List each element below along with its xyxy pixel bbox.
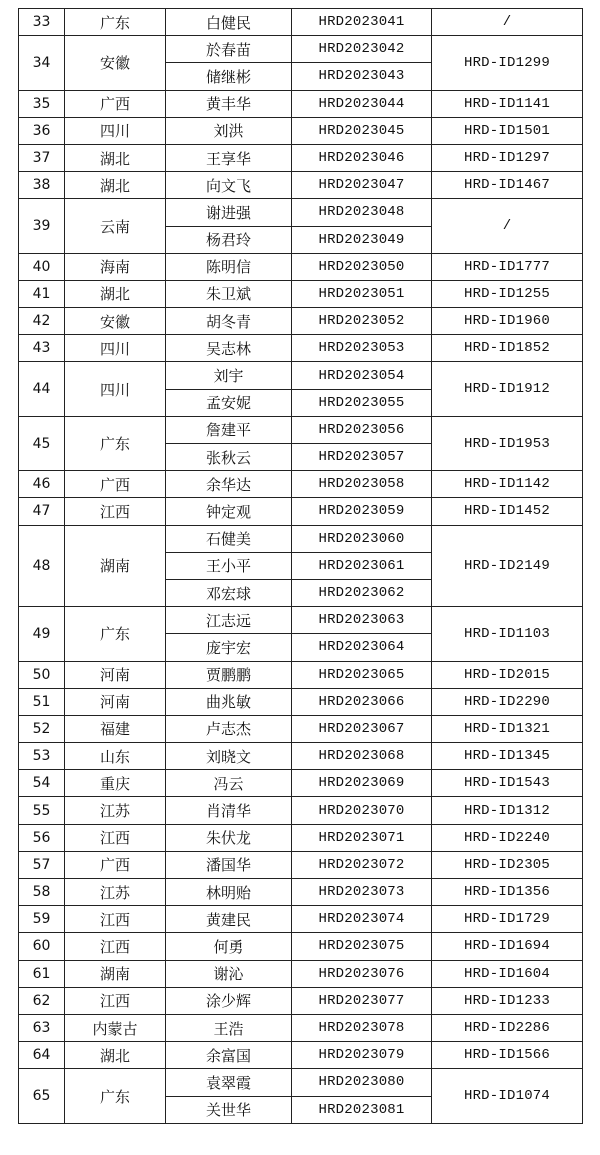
- person-name-cell: 朱卫斌: [166, 280, 292, 307]
- hrd-id-cell: HRD-ID1604: [432, 960, 583, 987]
- person-name-cell: 杨君玲: [166, 226, 292, 253]
- serial-number-cell: 64: [19, 1042, 65, 1069]
- person-name-cell: 余华达: [166, 471, 292, 498]
- hrd-id-cell: HRD-ID1074: [432, 1069, 583, 1123]
- serial-number-cell: 65: [19, 1069, 65, 1123]
- hrd-id-cell: HRD-ID1299: [432, 36, 583, 90]
- serial-number-cell: 50: [19, 661, 65, 688]
- registration-code-cell: HRD2023074: [292, 906, 432, 933]
- table-row: [19, 824, 583, 851]
- serial-number-cell: 56: [19, 824, 65, 851]
- table-row: [19, 253, 583, 280]
- hrd-id-cell: HRD-ID2240: [432, 824, 583, 851]
- registration-code-cell: HRD2023054: [292, 362, 432, 389]
- table-row: [19, 144, 583, 171]
- province-cell: 广东: [65, 607, 166, 661]
- table-row: [19, 797, 583, 824]
- hrd-id-cell: HRD-ID1312: [432, 797, 583, 824]
- registration-code-cell: HRD2023044: [292, 90, 432, 117]
- province-cell: 湖北: [65, 172, 166, 199]
- person-name-cell: 孟安妮: [166, 389, 292, 416]
- province-cell: 江西: [65, 933, 166, 960]
- registration-code-cell: HRD2023060: [292, 525, 432, 552]
- person-name-cell: 贾鹏鹏: [166, 661, 292, 688]
- table-row: [19, 90, 583, 117]
- registration-code-cell: HRD2023042: [292, 36, 432, 63]
- table-row: [19, 36, 583, 63]
- registration-code-cell: HRD2023048: [292, 199, 432, 226]
- roster-table-body: [19, 9, 583, 1124]
- registration-code-cell: HRD2023076: [292, 960, 432, 987]
- person-name-cell: 刘宇: [166, 362, 292, 389]
- table-row: [19, 661, 583, 688]
- province-cell: 四川: [65, 117, 166, 144]
- serial-number-cell: 38: [19, 172, 65, 199]
- registration-code-cell: HRD2023049: [292, 226, 432, 253]
- registration-code-cell: HRD2023062: [292, 579, 432, 606]
- table-row: [19, 1069, 583, 1096]
- roster-table: [18, 8, 583, 1124]
- province-cell: 湖北: [65, 1042, 166, 1069]
- person-name-cell: 白健民: [166, 9, 292, 36]
- registration-code-cell: HRD2023063: [292, 607, 432, 634]
- hrd-id-cell: HRD-ID1356: [432, 879, 583, 906]
- province-cell: 福建: [65, 715, 166, 742]
- serial-number-cell: 45: [19, 416, 65, 470]
- registration-code-cell: HRD2023051: [292, 280, 432, 307]
- person-name-cell: 胡冬青: [166, 308, 292, 335]
- registration-code-cell: HRD2023075: [292, 933, 432, 960]
- serial-number-cell: 43: [19, 335, 65, 362]
- hrd-id-cell: HRD-ID2290: [432, 688, 583, 715]
- registration-code-cell: HRD2023058: [292, 471, 432, 498]
- province-cell: 安徽: [65, 36, 166, 90]
- person-name-cell: 何勇: [166, 933, 292, 960]
- person-name-cell: 钟定观: [166, 498, 292, 525]
- registration-code-cell: HRD2023061: [292, 552, 432, 579]
- registration-code-cell: HRD2023053: [292, 335, 432, 362]
- table-row: [19, 607, 583, 634]
- registration-code-cell: HRD2023059: [292, 498, 432, 525]
- province-cell: 广东: [65, 1069, 166, 1123]
- serial-number-cell: 39: [19, 199, 65, 253]
- serial-number-cell: 62: [19, 987, 65, 1014]
- table-row: [19, 416, 583, 443]
- hrd-id-cell: HRD-ID1694: [432, 933, 583, 960]
- registration-code-cell: HRD2023070: [292, 797, 432, 824]
- table-row: [19, 172, 583, 199]
- person-name-cell: 黄建民: [166, 906, 292, 933]
- province-cell: 河南: [65, 688, 166, 715]
- serial-number-cell: 61: [19, 960, 65, 987]
- person-name-cell: 曲兆敏: [166, 688, 292, 715]
- hrd-id-cell: /: [432, 199, 583, 253]
- table-row: [19, 879, 583, 906]
- serial-number-cell: 60: [19, 933, 65, 960]
- table-row: [19, 960, 583, 987]
- province-cell: 湖北: [65, 280, 166, 307]
- province-cell: 江西: [65, 498, 166, 525]
- serial-number-cell: 36: [19, 117, 65, 144]
- hrd-id-cell: HRD-ID1103: [432, 607, 583, 661]
- province-cell: 江苏: [65, 879, 166, 906]
- hrd-id-cell: HRD-ID1321: [432, 715, 583, 742]
- person-name-cell: 王浩: [166, 1014, 292, 1041]
- province-cell: 湖南: [65, 960, 166, 987]
- serial-number-cell: 63: [19, 1014, 65, 1041]
- serial-number-cell: 57: [19, 851, 65, 878]
- person-name-cell: 詹建平: [166, 416, 292, 443]
- person-name-cell: 王小平: [166, 552, 292, 579]
- hrd-id-cell: HRD-ID1960: [432, 308, 583, 335]
- registration-code-cell: HRD2023079: [292, 1042, 432, 1069]
- province-cell: 江西: [65, 906, 166, 933]
- registration-code-cell: HRD2023073: [292, 879, 432, 906]
- person-name-cell: 向文飞: [166, 172, 292, 199]
- person-name-cell: 余富国: [166, 1042, 292, 1069]
- table-row: [19, 280, 583, 307]
- table-row: [19, 335, 583, 362]
- registration-code-cell: HRD2023043: [292, 63, 432, 90]
- person-name-cell: 张秋云: [166, 444, 292, 471]
- person-name-cell: 江志远: [166, 607, 292, 634]
- person-name-cell: 黄丰华: [166, 90, 292, 117]
- registration-code-cell: HRD2023057: [292, 444, 432, 471]
- person-name-cell: 邓宏球: [166, 579, 292, 606]
- serial-number-cell: 52: [19, 715, 65, 742]
- province-cell: 内蒙古: [65, 1014, 166, 1041]
- serial-number-cell: 35: [19, 90, 65, 117]
- registration-code-cell: HRD2023064: [292, 634, 432, 661]
- hrd-id-cell: HRD-ID1912: [432, 362, 583, 416]
- registration-code-cell: HRD2023041: [292, 9, 432, 36]
- serial-number-cell: 42: [19, 308, 65, 335]
- table-row: [19, 851, 583, 878]
- registration-code-cell: HRD2023077: [292, 987, 432, 1014]
- serial-number-cell: 41: [19, 280, 65, 307]
- registration-code-cell: HRD2023072: [292, 851, 432, 878]
- table-row: [19, 688, 583, 715]
- serial-number-cell: 40: [19, 253, 65, 280]
- hrd-id-cell: HRD-ID1233: [432, 987, 583, 1014]
- registration-code-cell: HRD2023065: [292, 661, 432, 688]
- hrd-id-cell: HRD-ID1297: [432, 144, 583, 171]
- hrd-id-cell: HRD-ID1543: [432, 770, 583, 797]
- province-cell: 湖南: [65, 525, 166, 607]
- serial-number-cell: 33: [19, 9, 65, 36]
- table-row: [19, 743, 583, 770]
- table-row: [19, 471, 583, 498]
- province-cell: 山东: [65, 743, 166, 770]
- hrd-id-cell: HRD-ID2286: [432, 1014, 583, 1041]
- province-cell: 四川: [65, 335, 166, 362]
- hrd-id-cell: HRD-ID1255: [432, 280, 583, 307]
- serial-number-cell: 48: [19, 525, 65, 607]
- province-cell: 广西: [65, 851, 166, 878]
- registration-code-cell: HRD2023069: [292, 770, 432, 797]
- person-name-cell: 袁翠霞: [166, 1069, 292, 1096]
- serial-number-cell: 58: [19, 879, 65, 906]
- registration-code-cell: HRD2023078: [292, 1014, 432, 1041]
- registration-code-cell: HRD2023081: [292, 1096, 432, 1123]
- hrd-id-cell: HRD-ID2015: [432, 661, 583, 688]
- registration-code-cell: HRD2023066: [292, 688, 432, 715]
- person-name-cell: 於春苗: [166, 36, 292, 63]
- person-name-cell: 陈明信: [166, 253, 292, 280]
- person-name-cell: 刘晓文: [166, 743, 292, 770]
- serial-number-cell: 51: [19, 688, 65, 715]
- serial-number-cell: 37: [19, 144, 65, 171]
- hrd-id-cell: /: [432, 9, 583, 36]
- table-row: [19, 117, 583, 144]
- province-cell: 江西: [65, 824, 166, 851]
- province-cell: 安徽: [65, 308, 166, 335]
- hrd-id-cell: HRD-ID1953: [432, 416, 583, 470]
- province-cell: 广西: [65, 471, 166, 498]
- province-cell: 广东: [65, 416, 166, 470]
- table-row: [19, 1042, 583, 1069]
- table-row: [19, 715, 583, 742]
- person-name-cell: 朱伏龙: [166, 824, 292, 851]
- person-name-cell: 吴志林: [166, 335, 292, 362]
- table-row: [19, 1014, 583, 1041]
- hrd-id-cell: HRD-ID1452: [432, 498, 583, 525]
- province-cell: 云南: [65, 199, 166, 253]
- serial-number-cell: 53: [19, 743, 65, 770]
- province-cell: 四川: [65, 362, 166, 416]
- table-row: [19, 498, 583, 525]
- province-cell: 江西: [65, 987, 166, 1014]
- province-cell: 江苏: [65, 797, 166, 824]
- person-name-cell: 庞宇宏: [166, 634, 292, 661]
- registration-code-cell: HRD2023067: [292, 715, 432, 742]
- registration-code-cell: HRD2023071: [292, 824, 432, 851]
- table-row: [19, 525, 583, 552]
- person-name-cell: 关世华: [166, 1096, 292, 1123]
- person-name-cell: 卢志杰: [166, 715, 292, 742]
- person-name-cell: 肖清华: [166, 797, 292, 824]
- person-name-cell: 涂少辉: [166, 987, 292, 1014]
- person-name-cell: 冯云: [166, 770, 292, 797]
- registration-code-cell: HRD2023045: [292, 117, 432, 144]
- province-cell: 湖北: [65, 144, 166, 171]
- table-row: [19, 199, 583, 226]
- hrd-id-cell: HRD-ID1345: [432, 743, 583, 770]
- person-name-cell: 储继彬: [166, 63, 292, 90]
- table-row: [19, 9, 583, 36]
- serial-number-cell: 34: [19, 36, 65, 90]
- hrd-id-cell: HRD-ID1777: [432, 253, 583, 280]
- registration-code-cell: HRD2023046: [292, 144, 432, 171]
- hrd-id-cell: HRD-ID1501: [432, 117, 583, 144]
- table-row: [19, 770, 583, 797]
- serial-number-cell: 46: [19, 471, 65, 498]
- province-cell: 河南: [65, 661, 166, 688]
- table-row: [19, 906, 583, 933]
- registration-code-cell: HRD2023080: [292, 1069, 432, 1096]
- serial-number-cell: 49: [19, 607, 65, 661]
- serial-number-cell: 59: [19, 906, 65, 933]
- person-name-cell: 林明贻: [166, 879, 292, 906]
- serial-number-cell: 55: [19, 797, 65, 824]
- person-name-cell: 王享华: [166, 144, 292, 171]
- table-row: [19, 987, 583, 1014]
- table-row: [19, 362, 583, 389]
- province-cell: 广西: [65, 90, 166, 117]
- serial-number-cell: 44: [19, 362, 65, 416]
- hrd-id-cell: HRD-ID1852: [432, 335, 583, 362]
- hrd-id-cell: HRD-ID1142: [432, 471, 583, 498]
- hrd-id-cell: HRD-ID2149: [432, 525, 583, 607]
- registration-code-cell: HRD2023055: [292, 389, 432, 416]
- person-name-cell: 谢沁: [166, 960, 292, 987]
- person-name-cell: 潘国华: [166, 851, 292, 878]
- person-name-cell: 刘洪: [166, 117, 292, 144]
- registration-code-cell: HRD2023052: [292, 308, 432, 335]
- person-name-cell: 谢进强: [166, 199, 292, 226]
- serial-number-cell: 47: [19, 498, 65, 525]
- registration-code-cell: HRD2023047: [292, 172, 432, 199]
- serial-number-cell: 54: [19, 770, 65, 797]
- person-name-cell: 石健美: [166, 525, 292, 552]
- province-cell: 重庆: [65, 770, 166, 797]
- hrd-id-cell: HRD-ID1467: [432, 172, 583, 199]
- registration-code-cell: HRD2023056: [292, 416, 432, 443]
- hrd-id-cell: HRD-ID1729: [432, 906, 583, 933]
- province-cell: 海南: [65, 253, 166, 280]
- registration-code-cell: HRD2023050: [292, 253, 432, 280]
- province-cell: 广东: [65, 9, 166, 36]
- table-row: [19, 308, 583, 335]
- table-row: [19, 933, 583, 960]
- hrd-id-cell: HRD-ID1141: [432, 90, 583, 117]
- registration-code-cell: HRD2023068: [292, 743, 432, 770]
- hrd-id-cell: HRD-ID2305: [432, 851, 583, 878]
- hrd-id-cell: HRD-ID1566: [432, 1042, 583, 1069]
